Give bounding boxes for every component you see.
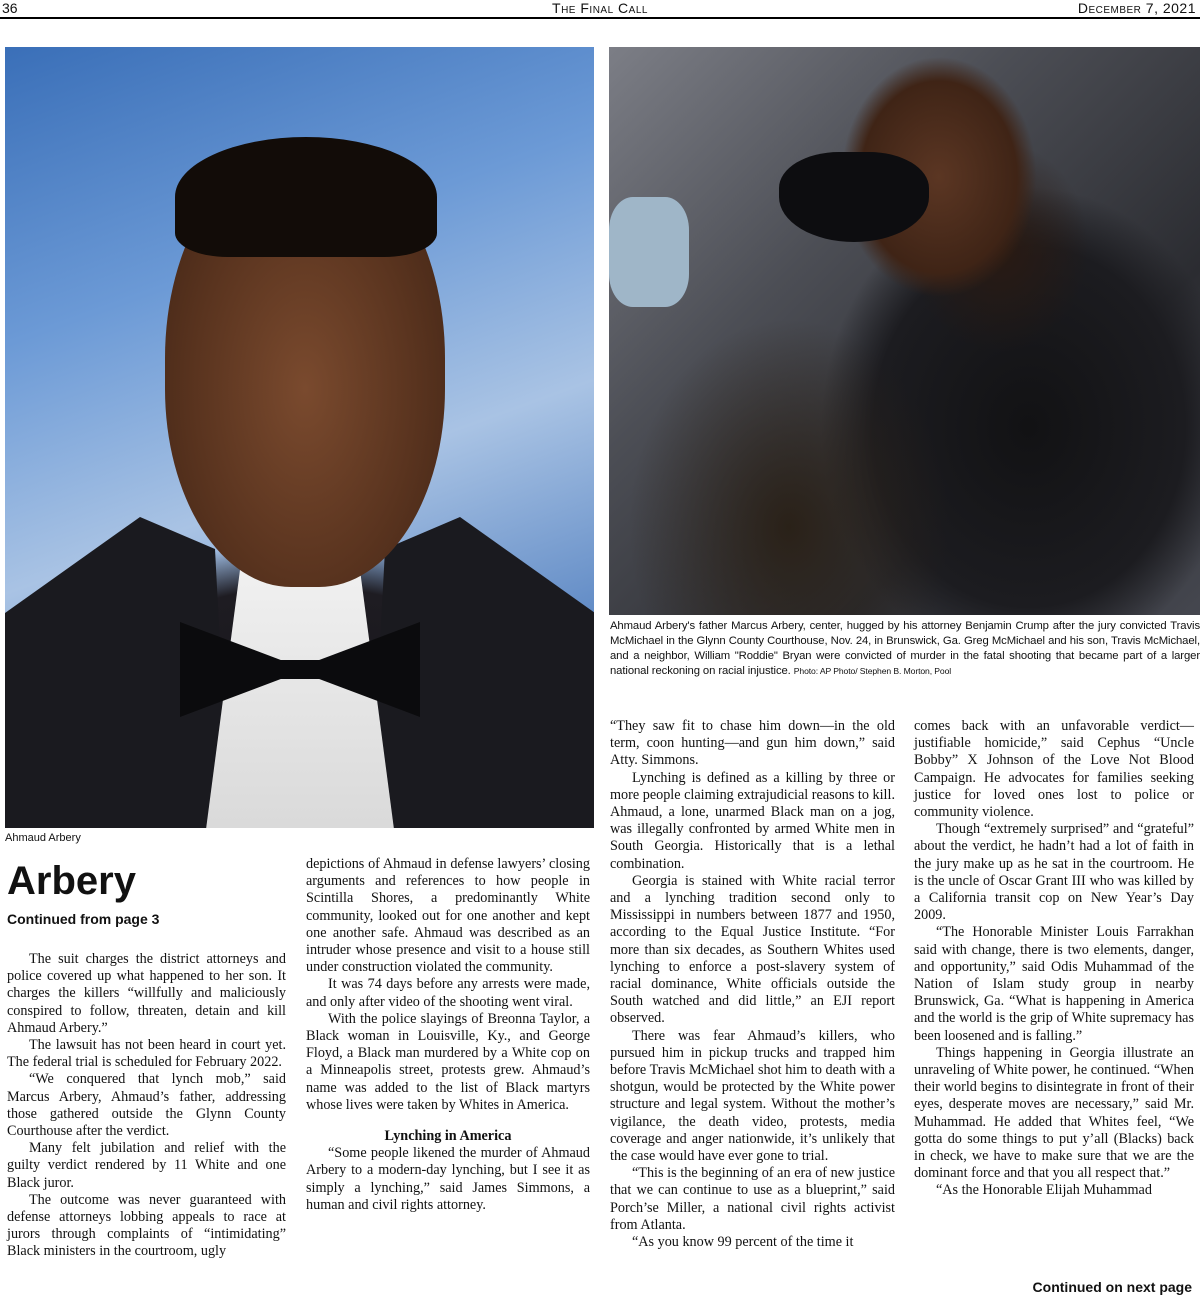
continued-from-label: Continued from page 3	[7, 911, 160, 927]
photo-credit: Photo: AP Photo/ Stephen B. Morton, Pool	[793, 666, 952, 676]
paragraph: It was 74 days before any arrests were made, and only after video of the shooting went viral.	[306, 976, 590, 1010]
article-column-4	[914, 718, 1194, 1200]
paragraph: Though “extremely surprised” and “grateful” about the verdict, he hadn’t had a lot of faith in the jury make up as he sat in the courtroom. He is the uncle of Oscar Grant III who was killed by a California transit cop on New Year’s Day 2009.	[914, 821, 1194, 924]
paragraph: comes back with an unfavorable verdict—justifiable homicide,” said Cephus “Uncle Bobby” X Johnson of the Love Not Blood Campaign. He advocates for families seeking justice for loved ones lost to police or community violence.	[914, 718, 1194, 821]
issue-date: December 7, 2021	[1077, 0, 1196, 16]
paragraph: depictions of Ahmaud in defense lawyers’ closing arguments and references to how people in Scintilla Shores, a predominantly White community, looked out for one another and kept one another safe. Ahmaud was described as an intruder whose presence and visit to a house still under construction violated the community.	[306, 856, 590, 976]
page-header	[0, 0, 1200, 19]
courthouse-photo	[609, 47, 1200, 615]
courthouse-caption	[610, 619, 1200, 679]
publication-name: The Final Call	[552, 0, 648, 16]
paragraph: Things happening in Georgia illustrate an unraveling of White power, he continued. “When their world begins to disintegrate in front of their eyes, desperate moves are necessary,” said Mr. Muhammad. He added that Whites feel, “We gotta do some things to put y’all (Blacks) back in check, we have to make sure that we are the dominant force and that you all respect that.”	[914, 1044, 1194, 1182]
article-column-3	[610, 718, 895, 1251]
continued-next-label[interactable]: Continued on next page	[1032, 1279, 1192, 1295]
paragraph: “The Honorable Minister Louis Farrakhan said with change, there is two elements, danger, and opportunity,” said Odis Muhammad of the Nation of Islam study group in nearby Brunswick, Ga. “What is happening in America and the world is the grip of White supremacy has been loosened and is falling.”	[914, 924, 1194, 1044]
courthouse-caption-text: Ahmaud Arbery's father Marcus Arbery, center, hugged by his attorney Benjamin Crump after the jury convicted Travis McMichael in the Glynn County Courthouse, Nov. 24, in Brunswick, Ga. Greg McMichael and his son, Travis McMichael, and a neighbor, William "Roddie" Bryan were convicted of murder in the fatal shooting that became part of a larger national reckoning on racial injustice.	[610, 620, 1200, 677]
paragraph: “We conquered that lynch mob,” said Marcus Arbery, Ahmaud’s father, addressing those gathered outside the Glynn County Courthouse after the verdict.	[7, 1071, 286, 1140]
page-number: 36	[2, 0, 18, 16]
portrait-caption: Ahmaud Arbery	[5, 832, 81, 844]
paragraph: The outcome was never guaranteed with defense attorneys lobbing appeals to race at jurors through complaints of “intimidating” Black ministers in the courtroom, ugly	[7, 1191, 286, 1260]
paragraph: “Some people likened the murder of Ahmaud Arbery to a modern-day lynching, but I see it as simply a lynching,” said James Simmons, a human and civil rights attorney.	[306, 1145, 590, 1213]
article-column-1	[7, 951, 286, 1261]
photo-face-mask	[779, 152, 929, 242]
photo-bystander	[609, 197, 689, 307]
paragraph: With the police slayings of Breonna Taylor, a Black woman in Louisville, Ky., and George Floyd, a Black man murdered by a White cop on a Minneapolis street, protests grew. Ahmaud’s name was added to the list of Black martyrs whose lives were taken by Whites in America.	[306, 1010, 590, 1113]
paragraph: “As you know 99 percent of the time it	[632, 1234, 854, 1251]
portrait-photo	[5, 47, 594, 828]
paragraph: Georgia is stained with White racial terror and a lynching tradition second only to Mississippi in numbers between 1877 and 1950, according to the Equal Justice Institute. “For more than six decades, as Southern Whites used lynching to enforce a post-slavery system of racial dominance, White officials outside the South watched and did little,” an EJI report observed.	[610, 872, 895, 1027]
paragraph: “They saw fit to chase him down—in the old term, coon hunting—and gun him down,” said Atty. Simmons.	[610, 718, 895, 769]
paragraph: The suit charges the district attorneys and police covered up what happened to her son. It charges the killers “willfully and maliciously conspired to follow, threaten, detain and kill Ahmaud Arbery.”	[7, 951, 286, 1036]
paragraph: Lynching is defined as a killing by three or more people claiming extrajudicial reasons to kill. Ahmaud, a lone, unarmed Black man on a jog, was illegally confronted by armed White men in South Georgia. Historically that is a lethal combination.	[610, 769, 895, 872]
section-subhead: Lynching in America	[384, 1128, 512, 1145]
photo-hair	[175, 137, 437, 257]
paragraph: “As the Honorable Elijah Muhammad	[936, 1182, 1152, 1199]
paragraph: There was fear Ahmaud’s killers, who pursued him in pickup trucks and trapped him before Travis McMichael shot him to death with a shotgun, would be protected by the White power structure and legal system. Without the mother’s vigilance, the death video, protests, media coverage and anger nationwide, it’s unlikely that the case would have ever gone to trial.	[610, 1027, 895, 1165]
article-headline: Arbery	[7, 859, 136, 903]
article-column-2	[306, 856, 590, 1214]
paragraph: “This is the beginning of an era of new justice that we can continue to use as a blueprint,” said Porch’se Miller, a national civil rights activist from Atlanta.	[610, 1165, 895, 1233]
paragraph: Many felt jubilation and relief with the guilty verdict rendered by 11 White and one Black juror.	[7, 1140, 286, 1191]
paragraph: The lawsuit has not been heard in court yet. The federal trial is scheduled for February 2022.	[7, 1037, 286, 1071]
